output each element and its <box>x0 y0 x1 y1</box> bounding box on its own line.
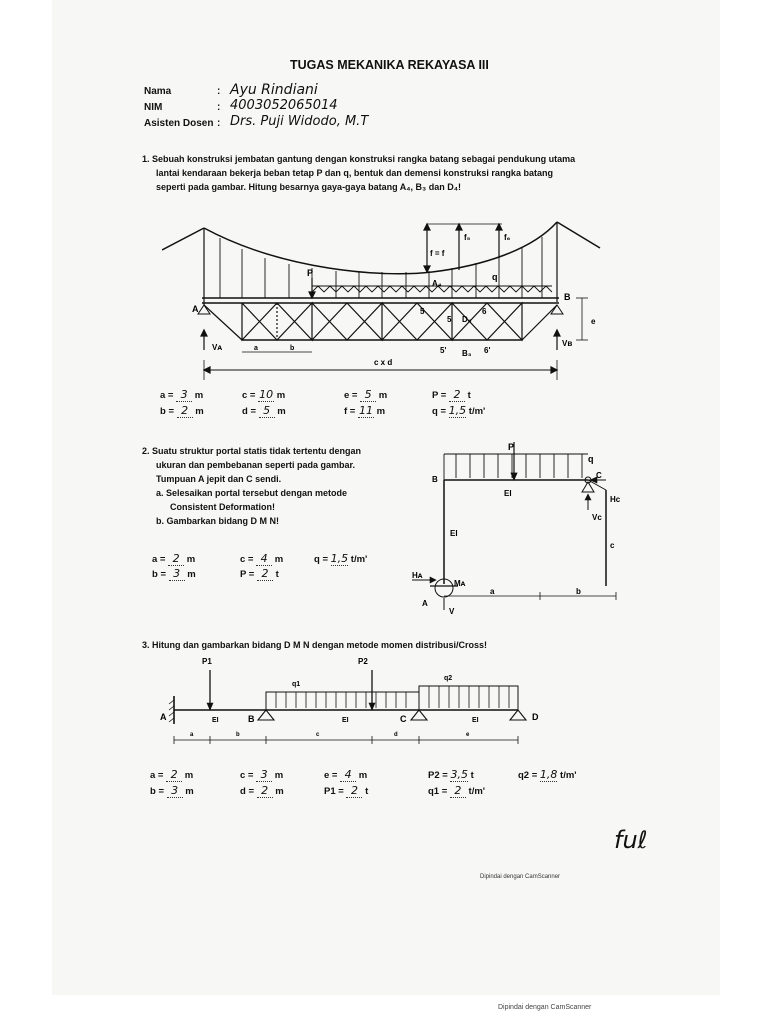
dim-c: c <box>316 732 320 738</box>
load-p: P <box>508 442 515 452</box>
value-b: b = 2 m <box>160 404 204 417</box>
info-label-nama: Nama <box>144 86 172 97</box>
dim-a: a <box>190 732 194 738</box>
span-ei-bc: EI <box>342 717 349 724</box>
student-nim: 4003052065014 <box>230 98 338 113</box>
info-sep: : <box>217 102 221 113</box>
reaction-hc: Hc <box>610 495 621 504</box>
student-name: Ayu Rindiani <box>230 82 318 98</box>
info-sep: : <box>217 86 221 97</box>
dim-cxd: c x d <box>374 358 393 367</box>
value-c: c = 10 m <box>242 388 286 401</box>
load-p: P <box>307 268 314 278</box>
q1-line: 1. Sebuah konstruksi jembatan gantung dengan konstruksi rangka batang sebagai pendukung utama <box>142 154 576 164</box>
info-label-asisten: Asisten Dosen <box>144 118 214 129</box>
hanger-f6: f₆ <box>504 233 511 242</box>
node-5b: 5 <box>447 315 452 324</box>
reaction-vc: Vc <box>592 513 602 522</box>
dim-b: b <box>290 345 295 352</box>
dim-b: b <box>576 587 581 596</box>
value-b: b = 3 m <box>150 784 194 797</box>
load-p1: P1 <box>202 657 212 666</box>
load-q: q <box>588 454 594 464</box>
dim-e: e <box>466 732 470 738</box>
value-q: q = 1,5 t/m' <box>432 404 486 417</box>
value-p: P = 2 t <box>432 388 471 401</box>
value-d: d = 5 m <box>242 404 286 417</box>
info-label-nim: NIM <box>144 102 163 113</box>
scanned-page <box>52 0 720 995</box>
hanger-f5: f₅ <box>464 233 471 242</box>
q2-line: a. Selesaikan portal tersebut dengan metode <box>156 488 348 498</box>
value-q: q = 1,5 t/m' <box>314 552 368 565</box>
value-c: c = 3 m <box>240 768 284 781</box>
value-p1: P1 = 2 t <box>324 784 369 797</box>
dim-a: a <box>490 587 495 596</box>
value-e: e = 4 m <box>324 768 368 781</box>
load-q1: q1 <box>292 681 301 688</box>
member-b3: B₃ <box>462 349 472 358</box>
document-title: TUGAS MEKANIKA REKAYASA III <box>290 58 489 72</box>
suspension-bridge-diagram <box>162 210 622 390</box>
q2-line: 2. Suatu struktur portal statis tidak tertentu dengan <box>142 446 362 456</box>
node-c: C <box>400 714 407 724</box>
member-a4: A₄ <box>432 279 442 288</box>
signature: fuℓ <box>614 826 648 854</box>
value-b: b = 3 m <box>152 567 196 580</box>
node-a: A <box>422 599 428 608</box>
reaction-va: Vᴀ <box>212 343 223 352</box>
q2-line: b. Gambarkan bidang D M N! <box>156 516 280 526</box>
q2-line: ukuran dan pembebanan seperti pada gambar. <box>156 460 356 470</box>
span-ei-ab: EI <box>212 717 219 724</box>
load-q: q <box>492 272 498 282</box>
q2-line: Consistent Deformation! <box>170 502 276 512</box>
q1-text <box>142 152 575 194</box>
page-footer: Dipindai dengan CamScanner <box>498 1004 592 1011</box>
info-sep: : <box>217 118 221 129</box>
value-f: f = 11 m <box>344 404 386 417</box>
node-b: B <box>248 714 255 724</box>
dim-b: b <box>236 732 240 738</box>
moment-ma: Mᴀ <box>454 579 466 588</box>
scanner-watermark: Dipindai dengan CamScanner <box>480 874 561 880</box>
dim-c: c <box>610 541 615 550</box>
q1-line: lantai kendaraan bekerja beban tetap P dan q, bentuk dan demensi konstruksi rangka batang <box>156 168 553 178</box>
reaction-v: V <box>449 607 455 616</box>
value-a: a = 2 m <box>150 768 194 781</box>
node-6p: 6' <box>484 346 491 355</box>
q2-line: Tumpuan A jepit dan C sendi. <box>156 474 282 484</box>
beam-ei: EI <box>504 489 512 498</box>
value-e: e = 5 m <box>344 388 388 401</box>
sag-f: f = f <box>430 249 445 258</box>
value-q2: q2 = 1,8 t/m' <box>518 768 577 781</box>
node-d: D <box>532 712 539 722</box>
value-c: c = 4 m <box>240 552 284 565</box>
value-p2: P2 = 3,5 t <box>428 768 474 781</box>
reaction-vb: Vʙ <box>562 339 573 348</box>
assistant-name: Drs. Puji Widodo, M.T <box>230 114 369 129</box>
portal-frame-diagram <box>392 438 622 618</box>
node-5: 5 <box>420 307 425 316</box>
q1-line: seperti pada gambar. Hitung besarnya gaya-gaya batang A₄, B₃ dan D₄! <box>156 182 461 192</box>
load-q2: q2 <box>444 675 453 682</box>
dim-e: e <box>591 317 596 326</box>
value-a: a = 3 m <box>160 388 204 401</box>
q2-text <box>142 444 361 528</box>
member-d4: D₄ <box>462 315 472 324</box>
value-q1: q1 = 2 t/m' <box>428 784 486 797</box>
dim-a: a <box>254 345 258 352</box>
node-c: C <box>596 471 602 480</box>
value-d: d = 2 m <box>240 784 284 797</box>
dim-d: d <box>394 732 398 738</box>
node-b: B <box>564 292 571 302</box>
node-b: B <box>432 475 438 484</box>
q3-text: 3. Hitung dan gambarkan bidang D M N dengan metode momen distribusi/Cross! <box>142 640 488 650</box>
continuous-beam-diagram <box>152 652 582 752</box>
load-p2: P2 <box>358 657 368 666</box>
reaction-ha: Hᴀ <box>412 571 423 580</box>
node-5p: 5' <box>440 346 447 355</box>
value-a: a = 2 m <box>152 552 196 565</box>
value-p: P = 2 t <box>240 567 279 580</box>
column-ei: EI <box>450 529 458 538</box>
node-a: A <box>160 712 167 722</box>
node-a: A <box>192 304 199 314</box>
node-6: 6 <box>482 307 487 316</box>
span-ei-cd: EI <box>472 717 479 724</box>
